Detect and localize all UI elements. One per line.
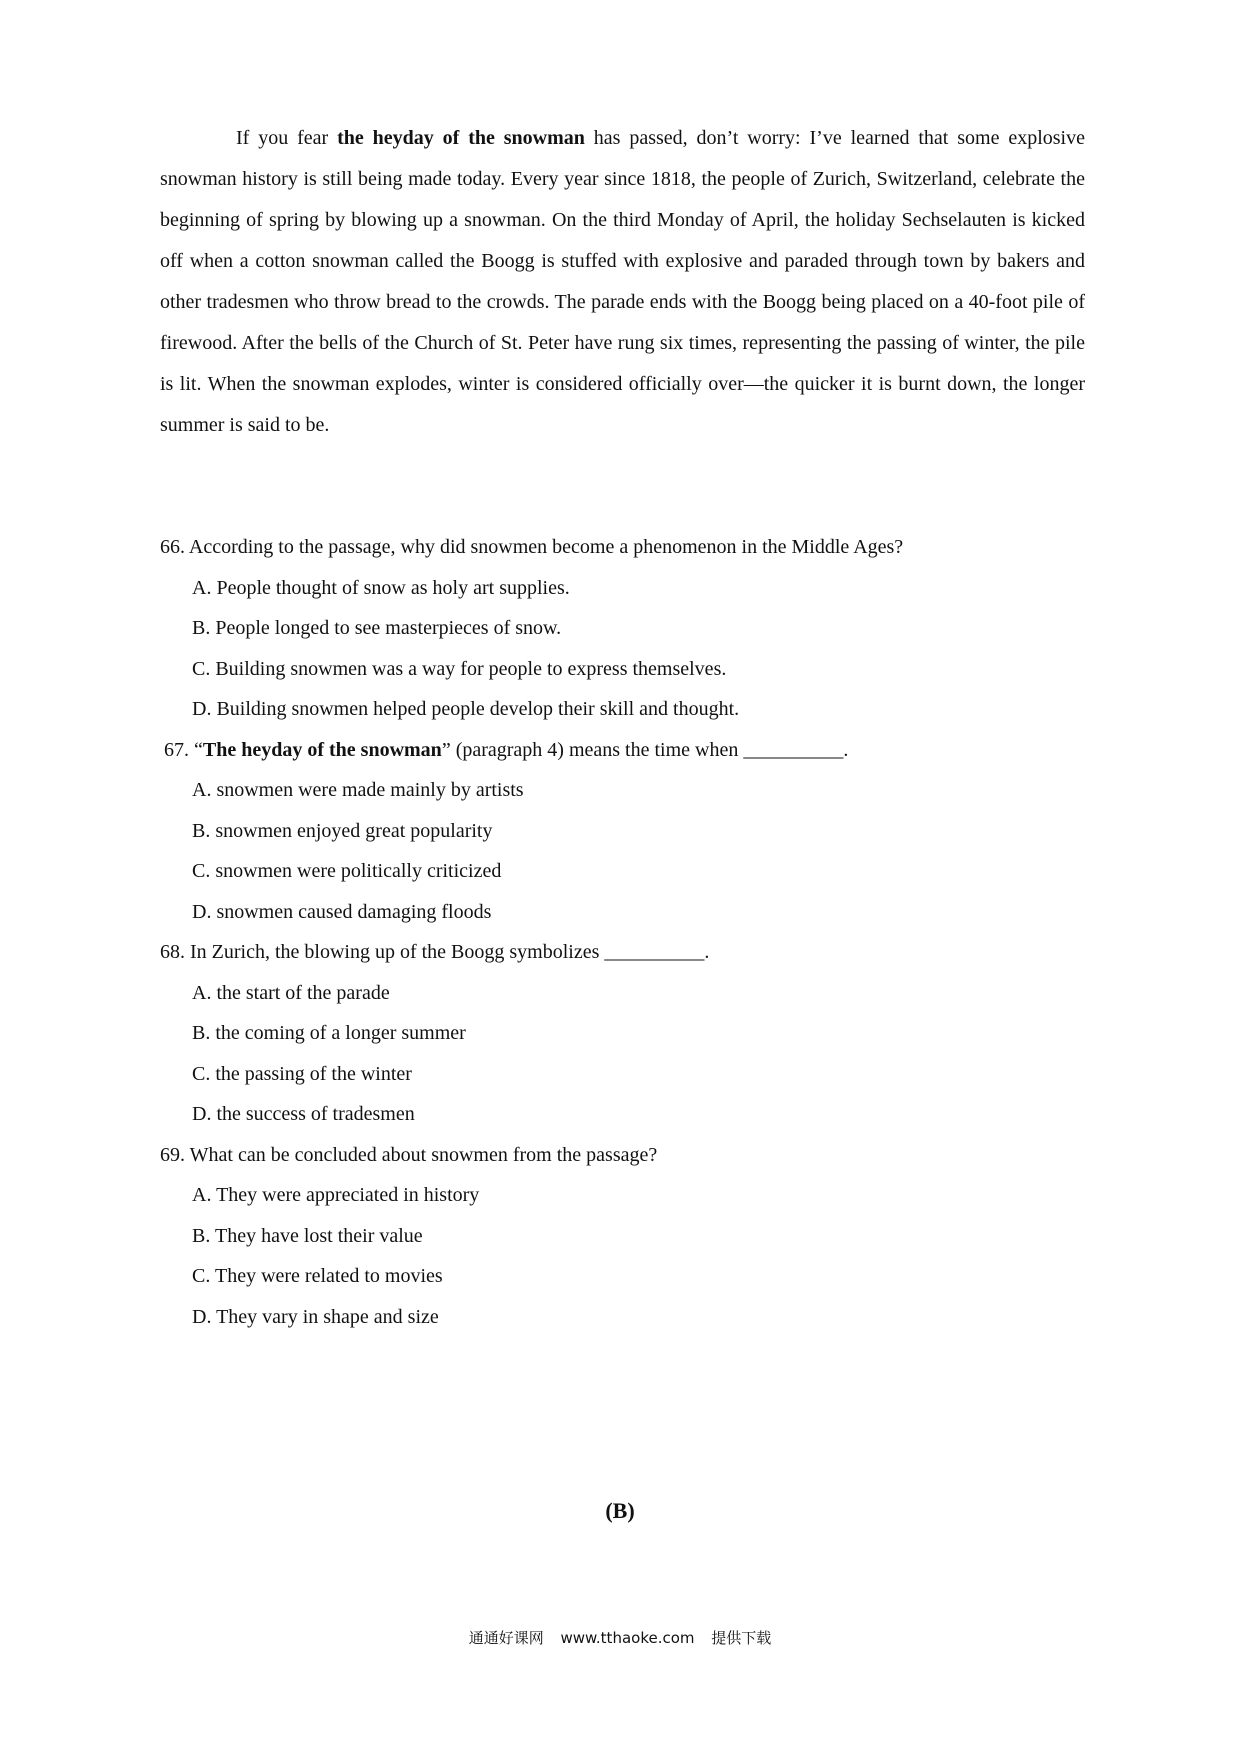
footer-note: 提供下载 [711,1629,772,1647]
question-67-option-a: A. snowmen were made mainly by artists [192,779,524,801]
page-footer [0,1627,1240,1648]
question-69-option-d: D. They vary in shape and size [192,1305,439,1328]
question-66-option-c: C. Building snowmen was a way for people to express themselves. [192,657,727,680]
question-69-option-b: B. They have lost their value [192,1224,423,1247]
question-69-stem: 69. What can be concluded about snowmen from the passage? [160,1143,658,1166]
question-69-option-a: A. They were appreciated in history [192,1184,480,1206]
question-67-stem-bold: The heyday of the snowman [202,738,442,761]
question-66-stem: 66. According to the passage, why did snowmen become a phenomenon in the Middle Ages? [160,536,904,558]
question-67-stem-prefix: 67. “ [164,738,203,761]
question-67-option-d: D. snowmen caused damaging floods [192,900,492,923]
question-66-option-d: D. Building snowmen helped people develop their skill and thought. [192,698,740,720]
passage-lead: If you fear [236,127,338,149]
question-68-option-d: D. the success of tradesmen [192,1103,415,1125]
question-66-option-b: B. People longed to see masterpieces of snow. [192,617,562,639]
question-67-option-b: B. snowmen enjoyed great popularity [192,819,493,842]
question-68-option-a: A. the start of the parade [192,981,390,1004]
question-list [160,527,1085,1337]
passage-bold-phrase: the heyday of the snowman [337,127,585,149]
question-69-option-c: C. They were related to movies [192,1265,443,1287]
question-66-option-a: A. People thought of snow as holy art supplies. [192,576,570,599]
passage-paragraph [160,118,1085,446]
footer-url: www.tthaoke.com [560,1629,695,1647]
passage-body: has passed, don’t worry: I’ve learned that some explosive snowman history is still being made today. Every year since 1818, the people of Zurich, Switzerland, celebrate the beginning of spring by blowing up a snowman. On the third Monday of April, the holiday Sechselauten is kicked off when a cotton snowman called the Boogg is stuffed with explosive and paraded through town by bakers and other tradesmen who throw bread to the crowds. The parade ends with the Boogg being placed on a 40-foot pile of firewood. After the bells of the Church of St. Peter have rung six times, representing the passing of winter, the pile is lit. When the snowman explodes, winter is considered officially over—the quicker it is burnt down, the longer summer is said to be. [160,127,1085,436]
question-68-stem: 68. In Zurich, the blowing up of the Boogg symbolizes __________. [160,941,710,963]
question-67-stem-suffix: ” (paragraph 4) means the time when __________. [441,738,849,761]
section-label: (B) [605,1498,635,1523]
question-67-stem [160,730,1085,771]
question-68-option-b: B. the coming of a longer summer [192,1022,466,1044]
footer-site-name: 通通好课网 [468,1629,544,1647]
question-67-option-c: C. snowmen were politically criticized [192,860,502,882]
question-68-option-c: C. the passing of the winter [192,1062,412,1085]
